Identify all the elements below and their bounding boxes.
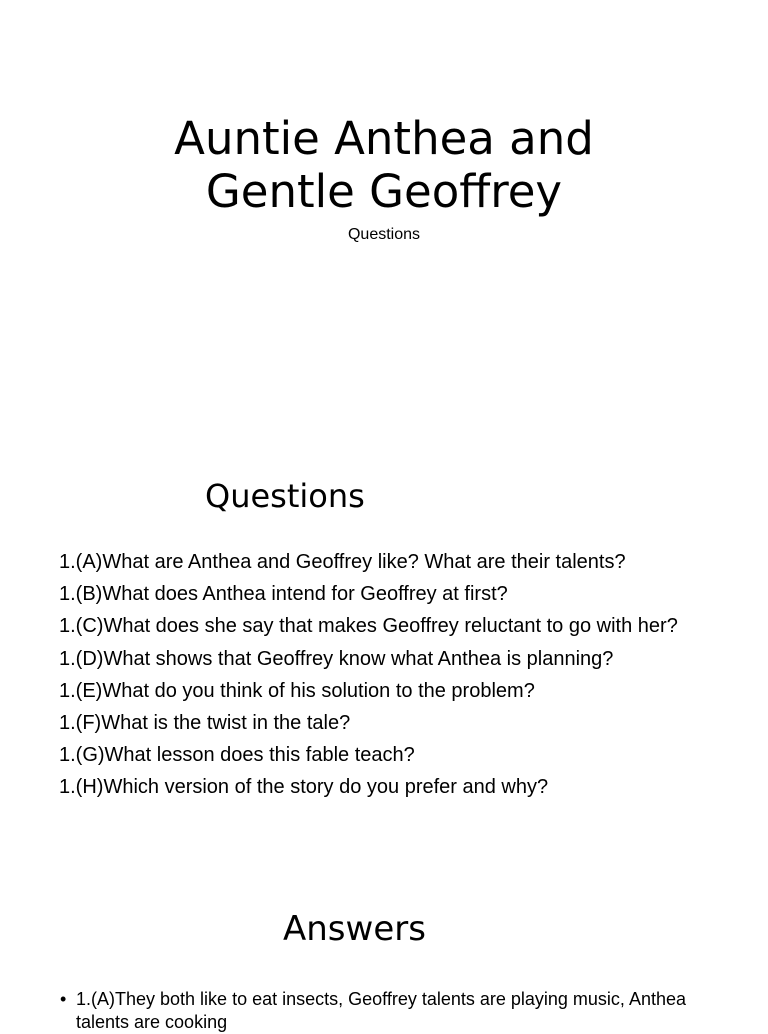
question-item: 1.(F)What is the twist in the tale? xyxy=(59,711,351,734)
question-item: 1.(G)What lesson does this fable teach? xyxy=(59,744,415,767)
question-item: 1.(D)What shows that Geoffrey know what Anthea is planning? xyxy=(59,647,614,670)
answers-heading: Answers xyxy=(283,909,426,949)
question-item: 1.(H)Which version of the story do you prefer and why? xyxy=(59,776,549,799)
answer-list xyxy=(60,988,720,1034)
document-subtitle: Questions xyxy=(347,226,421,243)
question-item: 1.(B)What does Anthea intend for Geoffrey at first? xyxy=(59,583,508,606)
answer-text: 1.(A)They both like to eat insects, Geoffrey talents are playing music, Anthea talents are cooking xyxy=(76,989,686,1032)
title-slide xyxy=(0,0,768,440)
bullet-icon: • xyxy=(60,989,67,1009)
title-line-2: Gentle Geoffrey xyxy=(205,165,563,218)
questions-heading: Questions xyxy=(205,477,365,515)
question-item: 1.(E)What do you think of his solution to the problem? xyxy=(59,679,535,702)
title-line-1: Auntie Anthea and xyxy=(174,112,594,165)
document-title xyxy=(0,112,768,218)
question-list xyxy=(59,546,678,804)
question-item: 1.(C)What does she say that makes Geoffrey reluctant to go with her? xyxy=(59,615,678,638)
answer-item xyxy=(60,988,720,1034)
question-item: 1.(A)What are Anthea and Geoffrey like? What are their talents? xyxy=(59,551,626,573)
